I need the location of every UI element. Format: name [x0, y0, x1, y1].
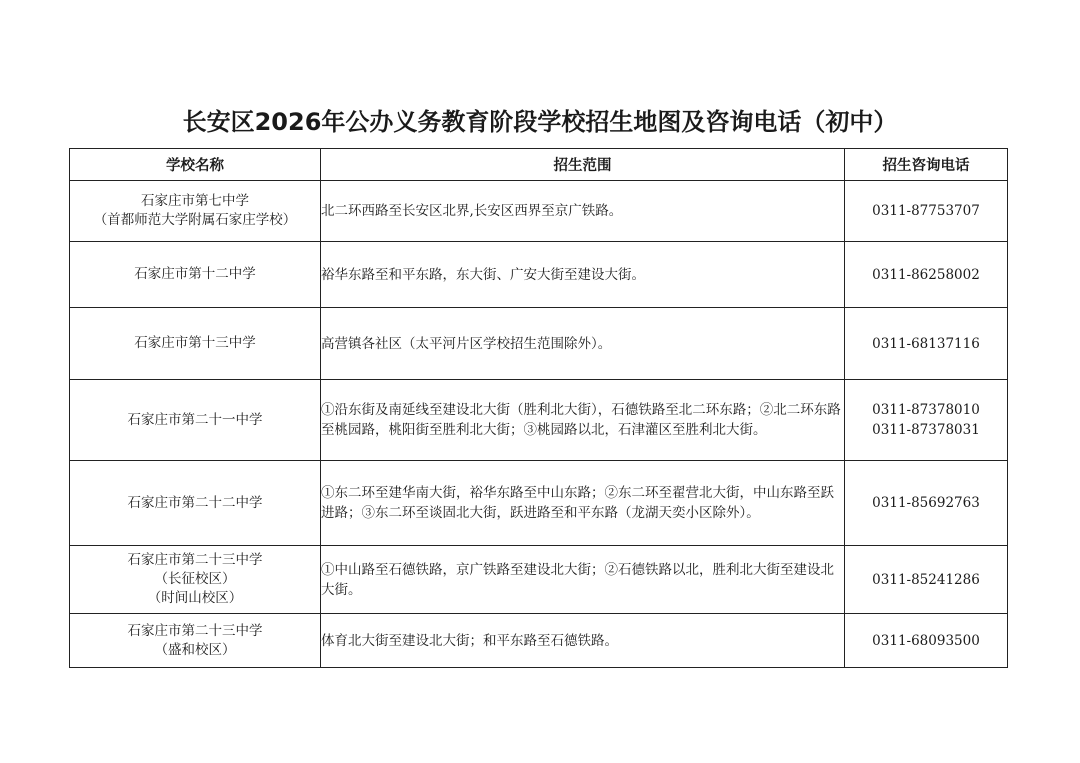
phone-number: 0311-85241286 — [872, 571, 980, 588]
phone-number: 0311-87378010 — [872, 402, 980, 418]
enrollment-scope-cell: ①中山路至石德铁路，京广铁路至建设北大街；②石德铁路以北，胜利北大街至建设北大街。 — [321, 546, 845, 614]
phone-cell — [845, 181, 1008, 242]
enrollment-scope-cell: ①沿东街及南延线至建设北大街（胜利北大街），石德铁路至北二环东路；②北二环东路至桃园路，桃阳街至胜利北大街；③桃园路以北，石津灌区至胜利北大街。 — [321, 380, 845, 461]
phone-number: 0311-86258002 — [872, 266, 980, 283]
header-consult-phone: 招生咨询电话 — [845, 149, 1008, 181]
phone-number: 0311-87378031 — [872, 422, 980, 438]
school-name-line: 石家庄市第二十一中学 — [127, 411, 263, 428]
phone-number: 0311-68093500 — [872, 632, 980, 649]
school-name-cell — [70, 546, 321, 614]
phone-cell — [845, 546, 1008, 614]
table-header-row — [70, 149, 1008, 181]
enrollment-scope-cell: 高营镇各社区（太平河片区学校招生范围除外）。 — [321, 308, 845, 380]
phone-cell — [845, 461, 1008, 546]
table-row — [70, 308, 1008, 380]
page-title: 长安区2026年公办义务教育阶段学校招生地图及咨询电话（初中） — [182, 108, 898, 136]
school-name-line: 石家庄市第二十三中学 — [127, 552, 263, 568]
table-row — [70, 380, 1008, 461]
school-name-line: 石家庄市第七中学 — [141, 193, 249, 209]
enrollment-scope-cell: ①东二环至建华南大街，裕华东路至中山东路；②东二环至翟营北大街，中山东路至跃进路；③东二环至谈固北大街，跃进路至和平东路（龙湖天奕小区除外）。 — [321, 461, 845, 546]
school-name-cell — [70, 614, 321, 668]
school-name-cell — [70, 461, 321, 546]
header-school-name: 学校名称 — [70, 149, 321, 181]
enrollment-table — [69, 148, 1008, 668]
header-enrollment-scope: 招生范围 — [321, 149, 845, 181]
phone-cell — [845, 614, 1008, 668]
phone-number: 0311-85692763 — [872, 495, 980, 511]
phone-cell — [845, 242, 1008, 308]
school-name-line: 石家庄市第十二中学 — [134, 266, 256, 282]
school-name-cell — [70, 181, 321, 242]
enrollment-scope-cell: 裕华东路至和平东路，东大街、广安大街至建设大街。 — [321, 242, 845, 308]
phone-number: 0311-87753707 — [872, 203, 980, 219]
school-name-line: （首都师范大学附属石家庄学校） — [93, 212, 297, 228]
enrollment-scope-cell: 北二环西路至长安区北界,长安区西界至京广铁路。 — [321, 181, 845, 242]
school-name-line: 石家庄市第十三中学 — [134, 335, 256, 351]
phone-number: 0311-68137116 — [872, 335, 980, 352]
table-row — [70, 242, 1008, 308]
enrollment-scope-cell: 体育北大街至建设北大街；和平东路至石德铁路。 — [321, 614, 845, 668]
table-row — [70, 614, 1008, 668]
school-name-cell — [70, 380, 321, 461]
school-name-cell — [70, 242, 321, 308]
school-name-cell — [70, 308, 321, 380]
school-name-line: （长征校区） — [154, 571, 236, 587]
school-name-line: （时间山校区） — [147, 590, 243, 606]
phone-cell — [845, 380, 1008, 461]
phone-cell — [845, 308, 1008, 380]
table-row — [70, 546, 1008, 614]
table-row — [70, 461, 1008, 546]
school-name-line: 石家庄市第二十二中学 — [127, 494, 263, 511]
school-name-line: 石家庄市第二十三中学 — [127, 622, 263, 639]
table-row — [70, 181, 1008, 242]
school-name-line: （盛和校区） — [154, 641, 236, 658]
